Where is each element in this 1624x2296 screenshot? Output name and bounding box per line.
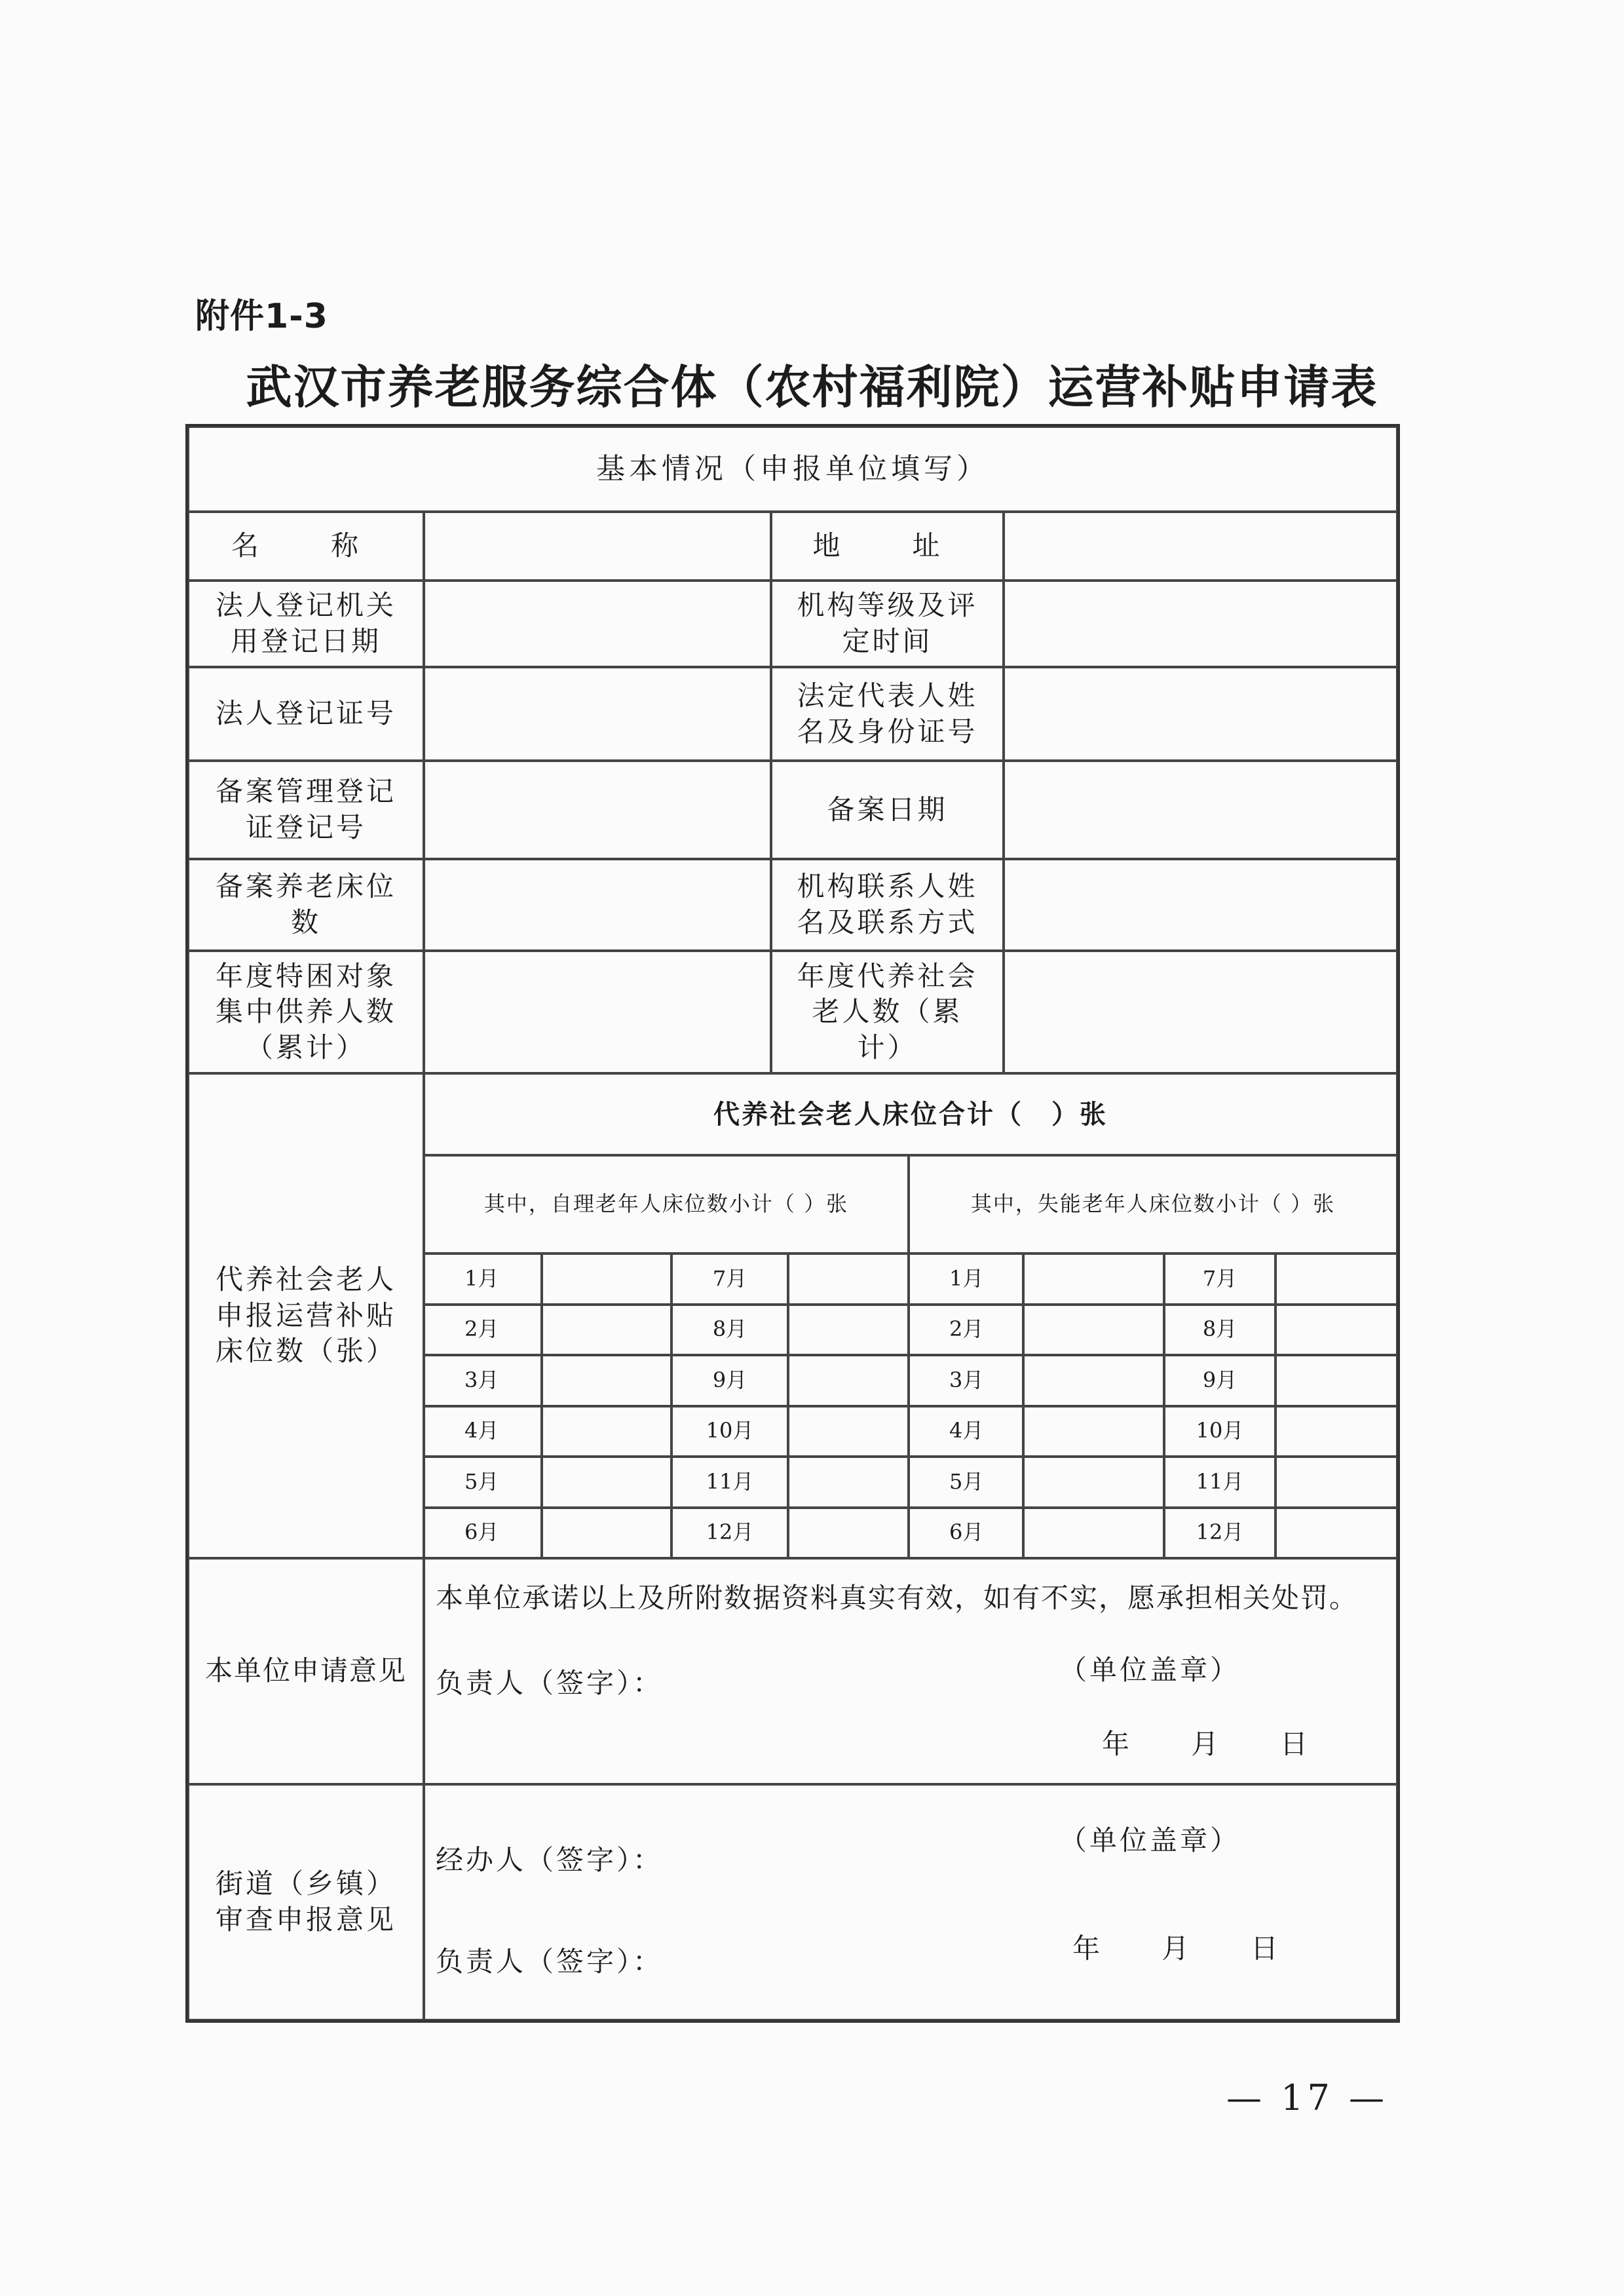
month-value-cell[interactable]: [542, 1457, 671, 1508]
street-date: 年 月 日: [1072, 1932, 1296, 1964]
field-label-right: 法定代表人姓名及身份证号: [771, 667, 1004, 761]
field-value-right[interactable]: [1004, 951, 1397, 1073]
field-label: 备案管理登记证登记号: [188, 761, 424, 859]
month-value-cell[interactable]: [1023, 1406, 1164, 1457]
month-label: 10月: [671, 1406, 788, 1457]
field-value[interactable]: [424, 512, 771, 581]
disabled-subtotal: 其中，失能老年人床位数小计（ ）张: [909, 1155, 1397, 1253]
month-value-cell[interactable]: [542, 1305, 671, 1356]
field-label: 年度特困对象集中供养人数（累计）: [188, 951, 424, 1073]
beds-total: 代养社会老人床位合计（ ）张: [424, 1073, 1397, 1155]
month-label: 6月: [909, 1508, 1023, 1559]
month-label: 5月: [909, 1457, 1023, 1508]
unit-date: 年 月 日: [1102, 1728, 1325, 1760]
month-label: 9月: [671, 1355, 788, 1406]
month-value-cell[interactable]: [1275, 1508, 1397, 1559]
street-handler: 经办人（签字）：: [436, 1844, 664, 1876]
month-value-cell[interactable]: [1275, 1305, 1397, 1356]
field-label: 备案养老床位数: [188, 859, 424, 951]
field-value-right[interactable]: [1004, 581, 1397, 667]
field-value-right[interactable]: [1004, 859, 1397, 951]
month-value-cell[interactable]: [1275, 1253, 1397, 1305]
month-value-cell[interactable]: [1275, 1457, 1397, 1508]
field-value-right[interactable]: [1004, 667, 1397, 761]
month-label: 8月: [1164, 1305, 1275, 1356]
month-value-cell[interactable]: [1023, 1355, 1164, 1406]
month-value-cell[interactable]: [542, 1355, 671, 1406]
month-label: 3月: [909, 1355, 1023, 1406]
month-value-cell[interactable]: [788, 1253, 909, 1305]
month-value-cell[interactable]: [788, 1508, 909, 1559]
field-value[interactable]: [424, 859, 771, 951]
street-opinion-label: 街道（乡镇）审查申报意见: [188, 1784, 424, 2020]
street-signer: 负责人（签字）：: [436, 1945, 664, 1978]
month-label: 3月: [424, 1355, 542, 1406]
unit-opinion-label: 本单位申请意见: [188, 1558, 424, 1784]
basic-section-header: 基本情况（申报单位填写）: [188, 427, 1397, 512]
field-label: 法人登记机关用登记日期: [188, 581, 424, 667]
month-value-cell[interactable]: [542, 1508, 671, 1559]
month-label: 4月: [424, 1406, 542, 1457]
month-value-cell[interactable]: [542, 1253, 671, 1305]
field-label: 法人登记证号: [188, 667, 424, 761]
field-value[interactable]: [424, 667, 771, 761]
self-care-subtotal: 其中，自理老年人床位数小计（ ）张: [424, 1155, 909, 1253]
month-value-cell[interactable]: [1023, 1508, 1164, 1559]
field-value-right[interactable]: [1004, 512, 1397, 581]
month-value-cell[interactable]: [1023, 1253, 1164, 1305]
month-value-cell[interactable]: [542, 1406, 671, 1457]
month-value-cell[interactable]: [788, 1457, 909, 1508]
month-label: 9月: [1164, 1355, 1275, 1406]
field-value[interactable]: [424, 951, 771, 1073]
street-opinion-box[interactable]: [424, 1784, 1397, 2020]
field-value[interactable]: [424, 581, 771, 667]
month-label: 6月: [424, 1508, 542, 1559]
form-title: 武汉市养老服务综合体（农村福利院）运营补贴申请表: [246, 360, 1378, 414]
month-label: 5月: [424, 1457, 542, 1508]
month-label: 7月: [1164, 1253, 1275, 1305]
month-label: 12月: [671, 1508, 788, 1559]
month-label: 11月: [1164, 1457, 1275, 1508]
field-label-right: 地 址: [771, 512, 1004, 581]
month-label: 1月: [909, 1253, 1023, 1305]
unit-seal: （单位盖章）: [1059, 1654, 1241, 1686]
month-value-cell[interactable]: [1275, 1406, 1397, 1457]
unit-signer: 负责人（签字）：: [436, 1667, 664, 1699]
month-value-cell[interactable]: [1023, 1305, 1164, 1356]
field-label-right: 备案日期: [771, 761, 1004, 859]
month-label: 8月: [671, 1305, 788, 1356]
month-label: 1月: [424, 1253, 542, 1305]
month-label: 11月: [671, 1457, 788, 1508]
month-value-cell[interactable]: [788, 1406, 909, 1457]
field-value[interactable]: [424, 761, 771, 859]
attachment-label: 附件1-3: [195, 297, 328, 336]
application-form: [185, 424, 1400, 2023]
month-label: 4月: [909, 1406, 1023, 1457]
month-label: 12月: [1164, 1508, 1275, 1559]
unit-commitment: 本单位承诺以上及所附数据资料真实有效，如有不实，愿承担相关处罚。: [436, 1582, 1359, 1614]
street-seal: （单位盖章）: [1059, 1824, 1241, 1856]
month-label: 10月: [1164, 1406, 1275, 1457]
field-value-right[interactable]: [1004, 761, 1397, 859]
field-label-right: 年度代养社会老人数（累计）: [771, 951, 1004, 1073]
page-number: — 17 —: [1226, 2077, 1388, 2118]
field-label-right: 机构联系人姓名及联系方式: [771, 859, 1004, 951]
month-label: 7月: [671, 1253, 788, 1305]
month-value-cell[interactable]: [788, 1305, 909, 1356]
month-value-cell[interactable]: [1275, 1355, 1397, 1406]
month-label: 2月: [424, 1305, 542, 1356]
month-label: 2月: [909, 1305, 1023, 1356]
beds-section-label: 代养社会老人申报运营补贴床位数（张）: [188, 1073, 424, 1558]
month-value-cell[interactable]: [788, 1355, 909, 1406]
field-label: 名 称: [188, 512, 424, 581]
month-value-cell[interactable]: [1023, 1457, 1164, 1508]
field-label-right: 机构等级及评定时间: [771, 581, 1004, 667]
